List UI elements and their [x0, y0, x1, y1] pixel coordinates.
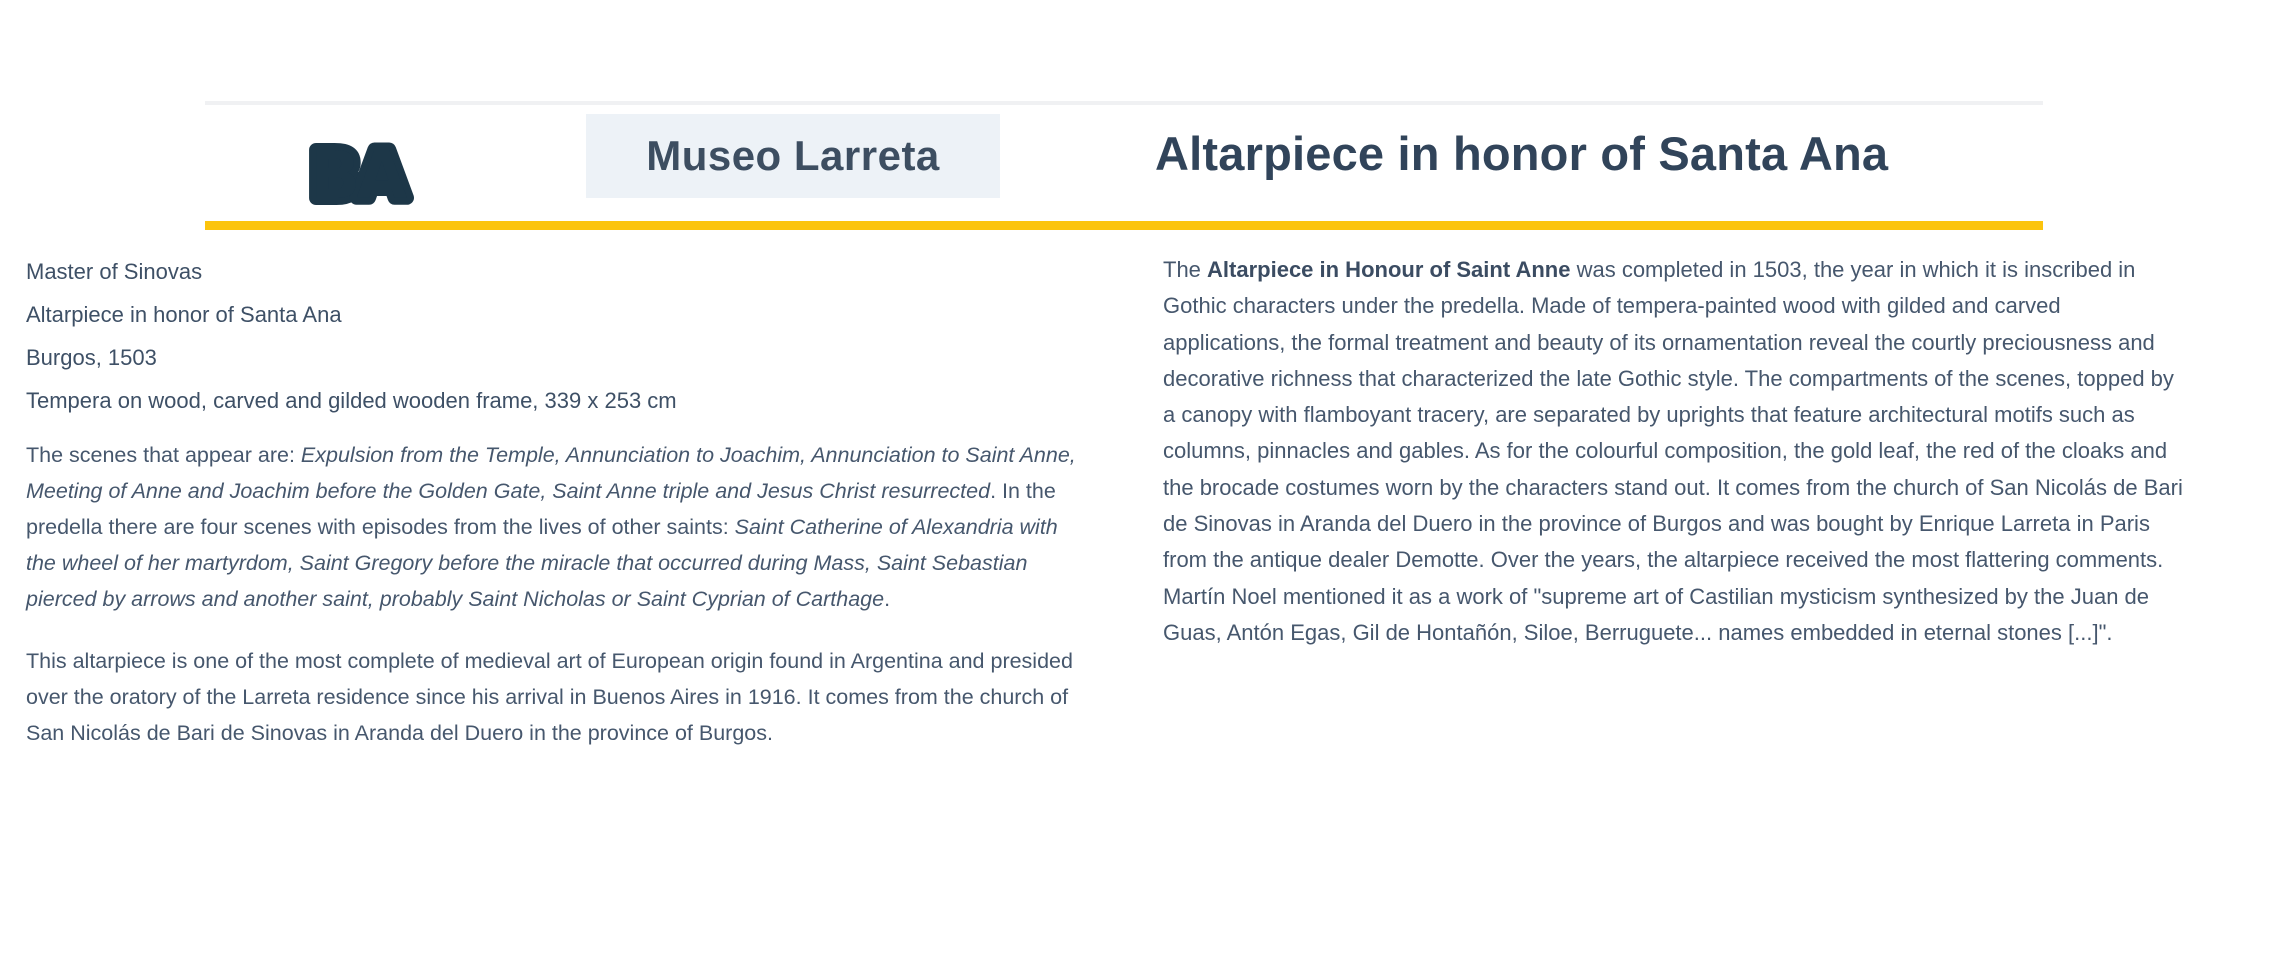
ba-logo-icon: [300, 126, 440, 218]
ba-city-logo[interactable]: [300, 126, 440, 218]
provenance-paragraph: This altarpiece is one of the most complete of medieval art of European origin found in Argentina and presided over the oratory of the Larreta residence since his arrival in Buenos Aires in 1916. It comes from the church of San Nicolás de Bari de Sinovas in Aranda del Duero in the province of Burgos.: [26, 649, 1073, 745]
artwork-details-column: [26, 250, 1076, 751]
artwork-metadata: [26, 250, 1076, 422]
museum-name-badge[interactable]: [586, 114, 1000, 198]
description-paragraph: [1163, 252, 2183, 651]
museum-name-label: Museo Larreta: [646, 132, 940, 179]
scenes-intro: The scenes that appear are:: [26, 443, 301, 467]
description-artwork-title: Altarpiece in Honour of Saint Anne: [1207, 257, 1571, 282]
artwork-title: Altarpiece in honor of Santa Ana: [26, 302, 342, 327]
page-title: Altarpiece in honor of Santa Ana: [1155, 127, 1889, 180]
artwork-artist: Master of Sinovas: [26, 259, 203, 284]
description-column: [1163, 252, 2183, 651]
header-top-divider: [205, 101, 2043, 105]
saints-list: Saint Catherine of Alexandria with the wheel of her martyrdom, Saint Gregory before the miracle that occurred during Mass, Saint Sebastian pierced by arrows and another saint, probably Saint Nicholas or Saint Cyprian of Carthage: [26, 515, 1058, 611]
artwork-technique: Tempera on wood, carved and gilded wooden frame, 339 x 253 cm: [26, 388, 677, 413]
yellow-accent-bar: [205, 221, 2043, 230]
description-body: was completed in 1503, the year in which it is inscribed in Gothic characters under the predella. Made of tempera-painted wood with gilded and carved applications, the formal treatment and beauty of its ornamentation reveal the courtly preciousness and decorative richness that characterized the late Gothic style. The compartments of the scenes, topped by a canopy with flamboyant tracery, are separated by uprights that feature architectural motifs such as columns, pinnacles and gables. As for the colourful composition, the gold leaf, the red of the cloaks and the brocade costumes worn by the characters stand out. It comes from the church of San Nicolás de Bari de Sinovas in Aranda del Duero in the province of Burgos and was bought by Enrique Larreta in Paris from the antique dealer Demotte. Over the years, the altarpiece received the most flattering comments. Martín Noel mentioned it as a work of "supreme art of Castilian mysticism synthesized by the Juan de Guas, Antón Egas, Gil de Hontañón, Siloe, Berruguete... names embedded in eternal stones [...]".: [1163, 257, 2183, 645]
description-intro: The: [1163, 257, 1208, 282]
scenes-middle: . In the predella there are four scenes with episodes from the lives of other saints:: [26, 479, 1056, 539]
scenes-paragraph: [26, 437, 1076, 617]
scenes-list: Expulsion from the Temple, Annunciation to Joachim, Annunciation to Saint Anne, Meeting of Anne and Joachim before the Golden Gate, Saint Anne triple and Jesus Christ resurrected: [26, 443, 1076, 503]
ba-logo-text: BA: [310, 137, 404, 214]
scenes-closing: .: [884, 587, 891, 611]
artwork-place-date: Burgos, 1503: [26, 345, 157, 370]
